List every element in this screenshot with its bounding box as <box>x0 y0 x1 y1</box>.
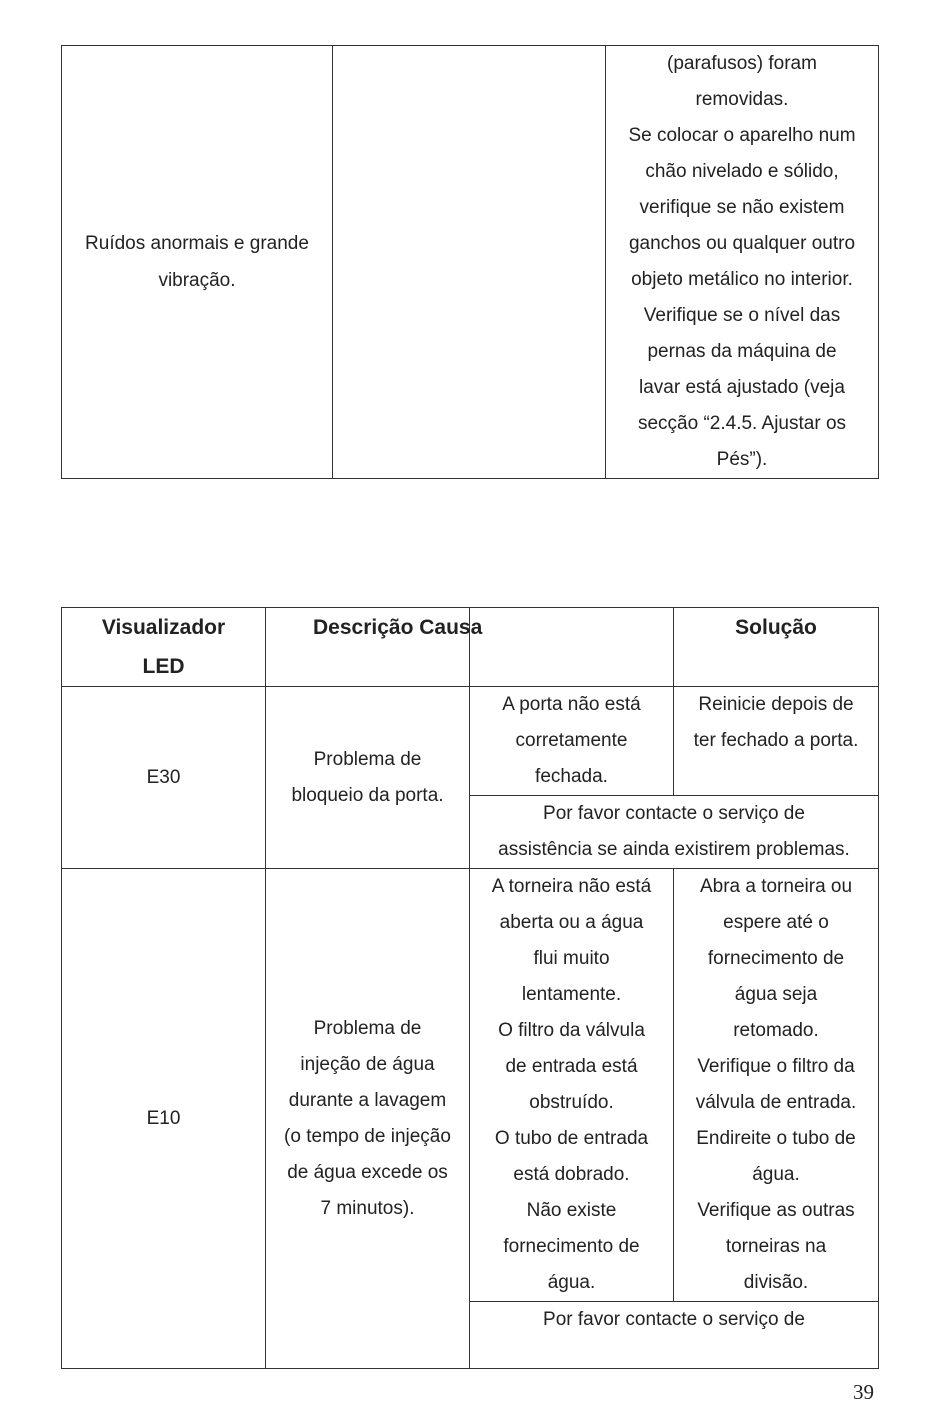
cause-line: A porta não está <box>502 694 641 715</box>
solution-cell <box>606 46 879 479</box>
table-row-e30 <box>62 687 879 796</box>
solution-line: chão nivelado e sólido, <box>645 161 839 182</box>
cause-line: A torneira não está <box>491 876 652 897</box>
cause-cell <box>470 687 674 796</box>
header-description-text: Descrição Causa <box>313 616 483 639</box>
page-number: 39 <box>853 1380 874 1404</box>
solution-line: Endireite o tubo de <box>696 1128 856 1149</box>
solution-line: objeto metálico no interior. <box>631 269 853 290</box>
solution-line: removidas. <box>695 89 789 110</box>
description-cell <box>266 869 470 1369</box>
description-line: 7 minutos). <box>320 1197 415 1219</box>
description-line: (o tempo de injeção <box>284 1125 451 1147</box>
solution-line: espere até o <box>723 912 829 933</box>
error-code-table <box>61 607 879 1369</box>
solution-cell <box>674 687 879 796</box>
table-header-row <box>62 608 879 687</box>
note-line: Por favor contacte o serviço de <box>543 1309 805 1330</box>
cause-cell <box>470 869 674 1302</box>
description-line: Problema de <box>313 748 422 770</box>
solution-line: Reinicie depois de <box>698 694 854 715</box>
note-cell <box>470 1302 879 1369</box>
noise-troubleshooting-table <box>61 45 879 479</box>
solution-cell <box>674 869 879 1302</box>
cause-line: está dobrado. <box>513 1164 630 1185</box>
cause-line: obstruído. <box>529 1092 614 1113</box>
cause-line: flui muito <box>533 948 610 969</box>
header-led-line: Visualizador <box>101 616 226 639</box>
cause-line: corretamente <box>515 730 628 751</box>
description-line: durante a lavagem <box>288 1089 447 1111</box>
cause-line: fechada. <box>535 766 608 787</box>
problem-cell <box>62 46 333 479</box>
solution-line: retomado. <box>733 1020 819 1041</box>
solution-line: água seja <box>734 984 818 1005</box>
cause-line: Não existe <box>526 1200 617 1221</box>
header-cause <box>470 608 674 687</box>
solution-line: fornecimento de <box>707 948 845 969</box>
solution-line: ganchos ou qualquer outro <box>628 233 856 254</box>
table-row <box>62 46 879 479</box>
cause-line: O tubo de entrada <box>494 1128 649 1149</box>
cause-line: O filtro da válvula <box>498 1020 645 1041</box>
note-cell <box>470 796 879 869</box>
cause-line: fornecimento de <box>503 1236 640 1257</box>
solution-line: (parafusos) foram <box>667 53 817 74</box>
solution-line: secção “2.4.5. Ajustar os <box>637 413 847 434</box>
description-cell <box>266 687 470 869</box>
solution-line: ter fechado a porta. <box>693 730 859 751</box>
solution-line: água. <box>752 1164 800 1185</box>
description-line: bloqueio da porta. <box>291 784 444 806</box>
led-code-cell: E30 <box>62 687 266 869</box>
header-description <box>266 608 483 687</box>
solution-line: torneiras na <box>725 1236 827 1257</box>
header-led <box>62 608 266 687</box>
note-line: assistência se ainda existirem problemas. <box>498 839 850 860</box>
cause-line: de entrada está <box>505 1056 638 1077</box>
description-line: Problema de <box>313 1017 422 1039</box>
description-line: injeção de água <box>300 1053 435 1075</box>
table-row-e10 <box>62 869 879 1302</box>
solution-line: Abra a torneira ou <box>699 876 853 897</box>
solution-line: Se colocar o aparelho num <box>628 125 856 146</box>
solution-line: Verifique as outras <box>697 1200 855 1221</box>
solution-line: divisão. <box>743 1272 809 1293</box>
problem-line: vibração. <box>158 270 236 291</box>
solution-line: pernas da máquina de <box>647 341 837 362</box>
solution-line: Pés”). <box>716 449 768 470</box>
header-solution: Solução <box>674 608 879 687</box>
description-line: de água excede os <box>287 1161 448 1183</box>
solution-line: válvula de entrada. <box>695 1092 857 1113</box>
cause-cell <box>333 46 606 479</box>
cause-line: aberta ou a água <box>499 912 644 933</box>
solution-line: Verifique se o nível das <box>643 305 841 326</box>
solution-line: verifique se não existem <box>639 197 845 218</box>
note-line: Por favor contacte o serviço de <box>543 803 805 824</box>
cause-line: água. <box>547 1272 596 1293</box>
header-led-line: LED <box>142 655 185 678</box>
led-code-cell: E10 <box>62 869 266 1369</box>
solution-line: lavar está ajustado (veja <box>639 377 845 398</box>
cause-line: lentamente. <box>521 984 622 1005</box>
problem-line: Ruídos anormais e grande <box>85 233 309 254</box>
solution-line: Verifique o filtro da <box>697 1056 855 1077</box>
